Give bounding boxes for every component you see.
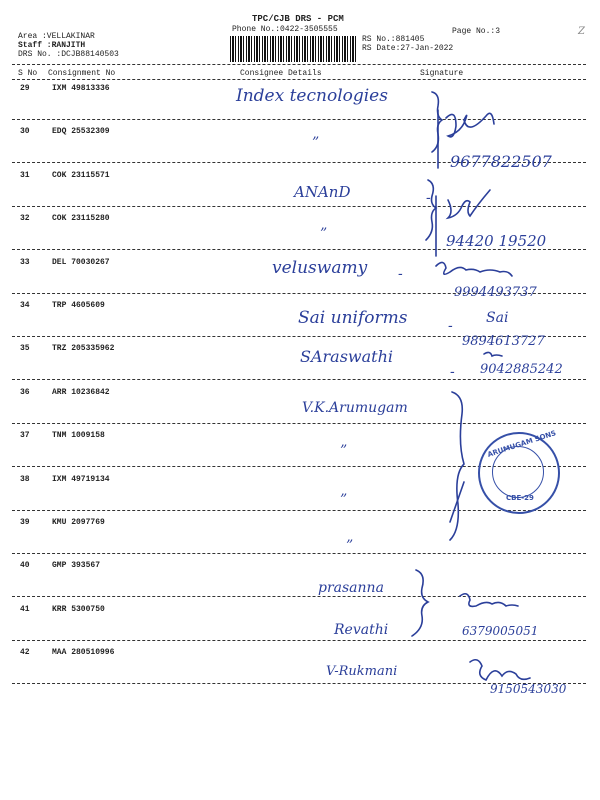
consignee-handwriting: ANAnD bbox=[294, 183, 351, 201]
serial-number: 33 bbox=[20, 258, 30, 267]
document-title: TPC/CJB DRS - PCM bbox=[252, 14, 344, 24]
company-stamp bbox=[478, 429, 560, 514]
phone-handwriting: 9677822507 bbox=[450, 152, 552, 171]
consignment-number: KRR 5300750 bbox=[52, 605, 105, 614]
consignment-number: IXM 49813336 bbox=[52, 84, 110, 93]
consignee-handwriting: Revathi bbox=[334, 622, 389, 638]
col-consignment: Consignment No bbox=[48, 69, 116, 78]
consignee-handwriting: V-Rukmani bbox=[326, 664, 398, 679]
serial-number: 29 bbox=[20, 84, 30, 93]
brace-mark bbox=[432, 92, 442, 152]
phone-handwriting: 94420 19520 bbox=[446, 232, 547, 250]
consignment-number: GMP 393567 bbox=[52, 561, 101, 570]
phone-handwriting: 9150543030 bbox=[490, 682, 567, 696]
phone-number: Phone No.:0422-3505555 bbox=[232, 25, 338, 34]
phone-handwriting: 6379005051 bbox=[462, 624, 539, 638]
col-sno: S No bbox=[18, 69, 38, 78]
signature-scribble bbox=[436, 262, 512, 276]
signature-scribble bbox=[446, 113, 494, 137]
serial-number: 38 bbox=[20, 475, 30, 484]
consignee-handwriting: Index tecnologies bbox=[236, 86, 388, 106]
phone-handwriting: 9994493737 bbox=[454, 285, 537, 300]
ditto-mark: ” bbox=[340, 443, 348, 459]
brace-mark bbox=[426, 180, 436, 240]
phone-handwriting: 9042885242 bbox=[480, 362, 563, 377]
ditto-mark: ” bbox=[312, 135, 320, 151]
serial-number: 42 bbox=[20, 648, 30, 657]
signature-scribble bbox=[470, 660, 530, 680]
consignment-number: COK 23115280 bbox=[52, 214, 110, 223]
dash-mark: - bbox=[448, 318, 453, 334]
consignment-number: TRZ 205335962 bbox=[52, 344, 115, 353]
consignment-number: ARR 10236842 bbox=[52, 388, 110, 397]
signature-scribble bbox=[460, 594, 518, 607]
staff-label: Staff :RANJITH bbox=[18, 41, 86, 50]
consignment-number: IXM 49719134 bbox=[52, 475, 110, 484]
rs-number: RS No.:881405 bbox=[362, 35, 425, 44]
stamp-top-text: ARUMUGAM SONS bbox=[486, 429, 558, 459]
page-number: Page No.:3 bbox=[452, 27, 501, 36]
ditto-mark: ” bbox=[320, 226, 328, 242]
serial-number: 37 bbox=[20, 431, 30, 440]
consignment-number: COK 23115571 bbox=[52, 171, 110, 180]
consignee-handwriting: veluswamy bbox=[272, 258, 368, 278]
dash-mark: - bbox=[398, 266, 403, 282]
dash-mark: - bbox=[426, 190, 431, 206]
serial-number: 30 bbox=[20, 127, 30, 136]
consignment-number: DEL 70030267 bbox=[52, 258, 110, 267]
col-consignee: Consignee Details bbox=[240, 69, 322, 78]
consignment-number: KMU 2097769 bbox=[52, 518, 105, 527]
serial-number: 39 bbox=[20, 518, 30, 527]
ditto-mark: ” bbox=[340, 492, 348, 508]
serial-number: 36 bbox=[20, 388, 30, 397]
signature-scribble bbox=[484, 352, 502, 356]
serial-number: 32 bbox=[20, 214, 30, 223]
consignment-number: TNM 1009158 bbox=[52, 431, 105, 440]
brace-mark bbox=[412, 570, 428, 636]
consignee-handwriting: prasanna bbox=[318, 580, 384, 596]
drs-number: DRS No. :DCJB88140503 bbox=[18, 50, 119, 59]
stamp-bottom-text: CBE-29 bbox=[506, 494, 534, 502]
ditto-mark: ” bbox=[346, 538, 354, 554]
consignee-handwriting: V.K.Arumugam bbox=[302, 400, 408, 416]
col-signature: Signature bbox=[420, 69, 464, 78]
consignee-handwriting: Sai uniforms bbox=[298, 308, 408, 328]
serial-number: 40 bbox=[20, 561, 30, 570]
serial-number: 34 bbox=[20, 301, 30, 310]
dash-mark: - bbox=[450, 364, 455, 380]
rs-date: RS Date:27-Jan-2022 bbox=[362, 44, 454, 53]
area-label: Area :VELLAKINAR bbox=[18, 32, 95, 41]
consignment-number: MAA 280510996 bbox=[52, 648, 115, 657]
phone-handwriting: 9894613727 bbox=[462, 334, 545, 349]
signature-scribble bbox=[448, 190, 490, 218]
consignee-handwriting: SAraswathi bbox=[300, 347, 393, 366]
corner-mark: Z bbox=[578, 26, 585, 37]
serial-number: 35 bbox=[20, 344, 30, 353]
serial-number: 41 bbox=[20, 605, 30, 614]
signature-text: Sai bbox=[486, 310, 509, 326]
serial-number: 31 bbox=[20, 171, 30, 180]
consignment-number: TRP 4605609 bbox=[52, 301, 105, 310]
consignment-number: EDQ 25532309 bbox=[52, 127, 110, 136]
